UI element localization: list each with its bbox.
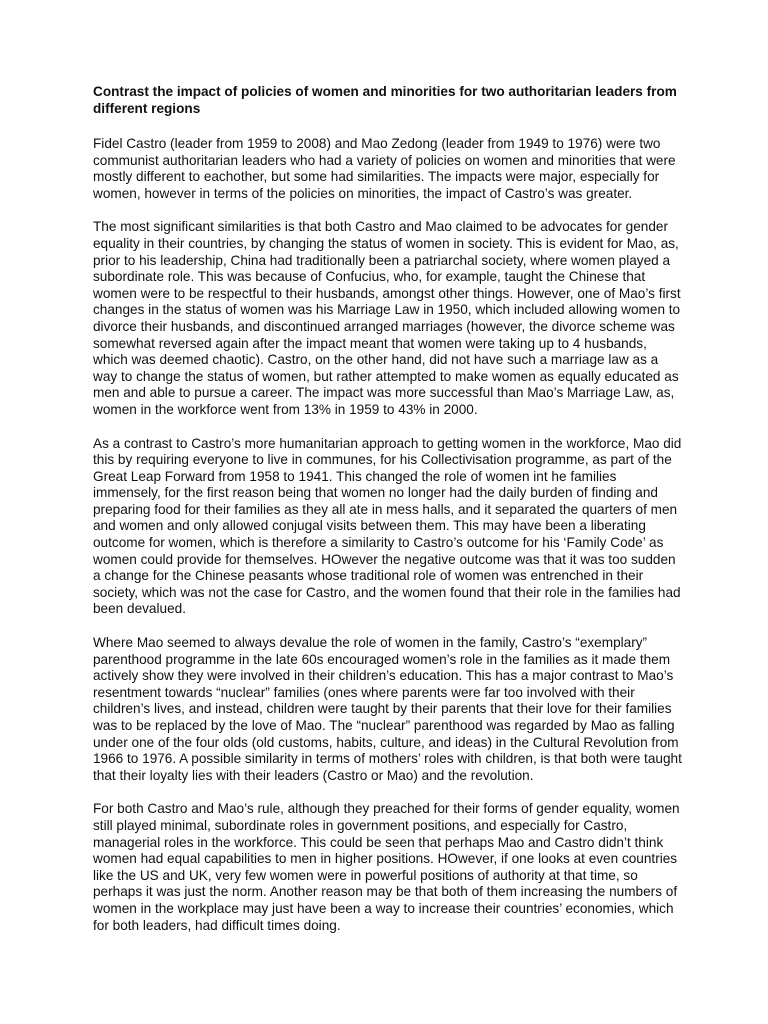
- document-page: [93, 84, 683, 951]
- paragraph-family-role: Where Mao seemed to always devalue the role of women in the family, Castro’s “exemplary” parenthood programme in the late 60s encouraged women’s role in the families as it made them actively show they were involved in their children’s education. This has a major contrast to Mao’s resentment towards “nuclear” families (ones where parents were far too involved with their children’s lives, and instead, children were taught by their parents that their love for their families was to be replaced by the love of Mao. The “nuclear” parenthood was regarded by Mao as falling under one of the four olds (old customs, habits, culture, and ideas) in the Cultural Revolution from 1966 to 1976. A possible similarity in terms of mothers’ roles with children, is that both were taught that their loyalty lies with their leaders (Castro or Mao) and the revolution.: [93, 635, 682, 783]
- paragraph-government-roles: For both Castro and Mao’s rule, although they preached for their forms of gender equality, women still played minimal, subordinate roles in government positions, and especially for Castro, managerial roles in the workforce. This could be seen that perhaps Mao and Castro didn’t think women had equal capabilities to men in higher positions. HOwever, if one looks at even countries like the US and UK, very few women were in powerful positions of authority at that time, so perhaps it was just the norm. Another reason may be that both of them increasing the numbers of women in the workplace may just have been a way to increase their countries’ economies, which for both leaders, had difficult times doing.: [93, 801, 680, 933]
- paragraph-intro: Fidel Castro (leader from 1959 to 2008) and Mao Zedong (leader from 1949 to 1976) were two communist authoritarian leaders who had a variety of policies on women and minorities that were mostly different to eachother, but some had similarities. The impacts were major, especially for women, however in terms of the policies on minorities, the impact of Castro’s was greater.: [93, 136, 676, 201]
- paragraph-collectivisation: As a contrast to Castro’s more humanitarian approach to getting women in the workforce, Mao did this by requiring everyone to live in communes, for his Collectivisation programme, as part of the Great Leap Forward from 1958 to 1941. This changed the role of women int he families immensely, for the first reason being that women no longer had the daily burden of finding and preparing food for their families as they all ate in mess halls, and it separated the quarters of men and women and only allowed conjugal visits between them. This may have been a liberating outcome for women, which is therefore a similarity to Castro’s outcome for his ‘Family Code’ as women could provide for themselves. HOwever the negative outcome was that it was too sudden a change for the Chinese peasants whose traditional role of women was entrenched in their society, which was not the case for Castro, and the women found that their role in the families had been devalued.: [93, 435, 682, 617]
- essay-title: Contrast the impact of policies of women and minorities for two authoritarian leaders from different regions: [93, 84, 677, 116]
- paragraph-similarities: The most significant similarities is that both Castro and Mao claimed to be advocates for gender equality in their countries, by changing the status of women in society. This is evident for Mao, as, prior to his leadership, China had traditionally been a patriarchal society, where women played a subordinate role. This was because of Confucius, who, for example, taught the Chinese that women were to be respectful to their husbands, amongst other things. However, one of Mao’s first changes in the status of women was his Marriage Law in 1950, which included allowing women to divorce their husbands, and discontinued arranged marriages (however, the divorce scheme was somewhat reversed again after the impact meant that women were taking up to 4 husbands, which was deemed chaotic). Castro, on the other hand, did not have such a marriage law as a way to change the status of women, but rather attempted to make women as equally educated as men and able to pursue a career. The impact was more successful than Mao’s Marriage Law, as, women in the workforce went from 13% in 1959 to 43% in 2000.: [93, 219, 681, 417]
